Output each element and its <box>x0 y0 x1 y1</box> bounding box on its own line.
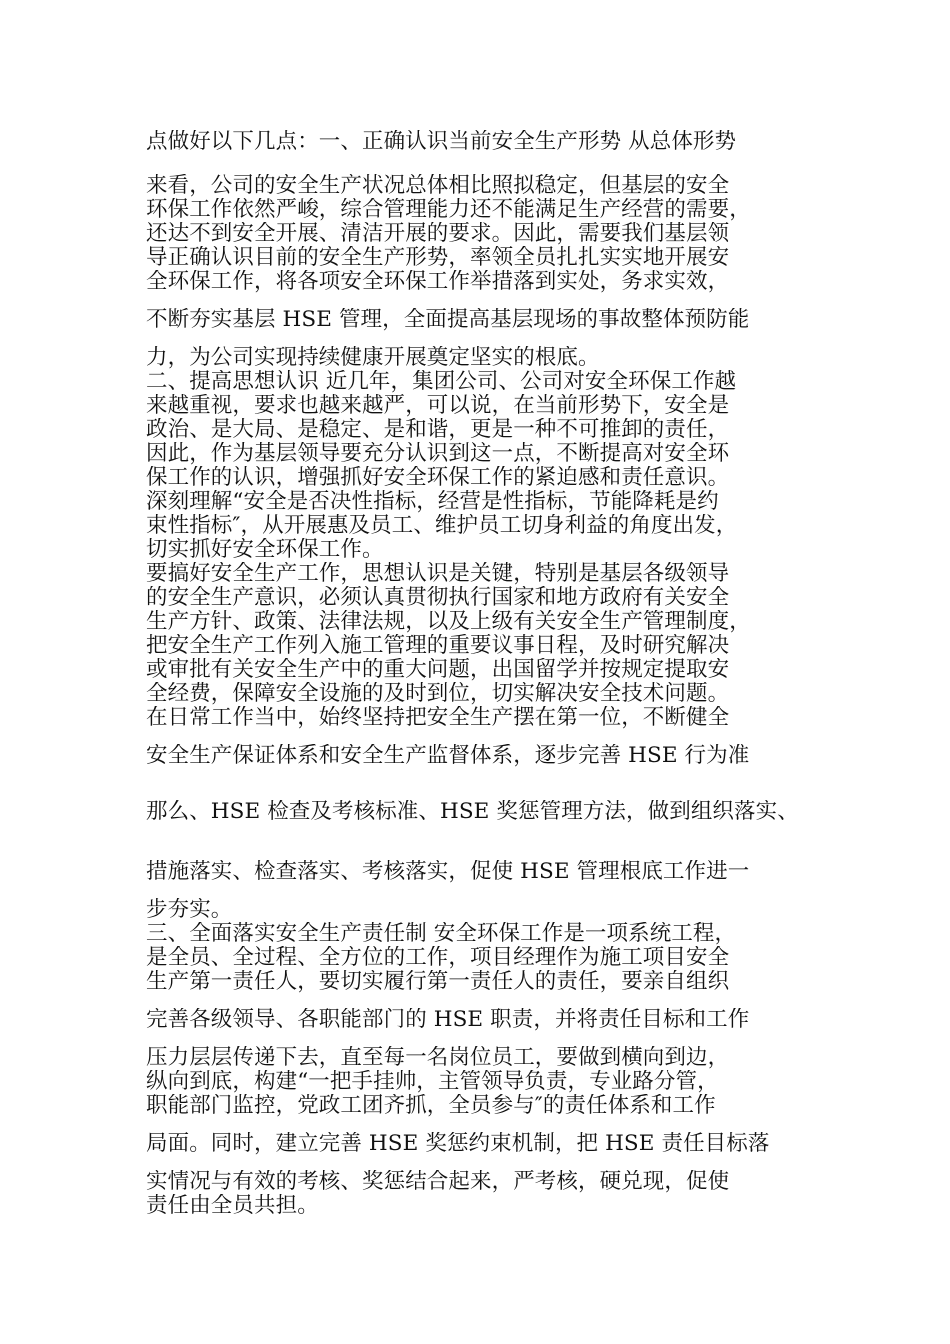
text-line: 点做好以下几点：一、正确认识当前安全生产形势 从总体形势 <box>146 130 737 154</box>
text-line: 措施落实、检查落实、考核落实，促使 HSE 管理根底工作进一 <box>146 860 750 884</box>
text-line: 政治、是大局、是稳定、是和谐，更是一种不可推卸的责任， <box>146 418 730 442</box>
text-line: 二、提高思想认识 近几年，集团公司、公司对安全环保工作越 <box>146 370 737 394</box>
text-line: 那么、HSE 检查及考核标准、HSE 奖惩管理方法，做到组织落实、 <box>146 800 799 824</box>
text-line: 完善各级领导、各职能部门的 HSE 职责，并将责任目标和工作 <box>146 1008 750 1032</box>
text-line: 或审批有关安全生产中的重大问题，出国留学并按规定提取安 <box>146 658 730 682</box>
text-line: 束性指标″，从开展惠及员工、维护员工切身利益的角度出发， <box>146 514 738 538</box>
text-line: 局面。同时，建立完善 HSE 奖惩约束机制，把 HSE 责任目标落 <box>146 1132 770 1156</box>
text-line: 来看，公司的安全生产状况总体相比照拟稳定，但基层的安全 <box>146 174 730 198</box>
text-line: 实情况与有效的考核、奖惩结合起来，严考核，硬兑现，促使 <box>146 1170 730 1194</box>
text-line: 力，为公司实现持续健康开展奠定坚实的根底。 <box>146 346 600 370</box>
text-line: 步夯实。 <box>146 898 233 922</box>
text-line: 纵向到底，构建“一把手挂帅，主管领导负责，专业路分管， <box>146 1070 719 1094</box>
text-line: 生产第一责任人，要切实履行第一责任人的责任，要亲自组织 <box>146 970 730 994</box>
text-line: 还达不到安全开展、清洁开展的要求。因此，需要我们基层领 <box>146 222 730 246</box>
text-line: 因此，作为基层领导要充分认识到这一点，不断提高对安全环 <box>146 442 730 466</box>
text-line: 导正确认识目前的安全生产形势，率领全员扎扎实实地开展安 <box>146 246 730 270</box>
text-line: 来越重视，要求也越来越严，可以说，在当前形势下，安全是 <box>146 394 730 418</box>
text-line: 把安全生产工作列入施工管理的重要议事日程，及时研究解决 <box>146 634 730 658</box>
text-line: 全环保工作，将各项安全环保工作举措落到实处，务求实效， <box>146 270 730 294</box>
text-line: 职能部门监控，党政工团齐抓，全员参与″的责任体系和工作 <box>146 1094 716 1118</box>
document-body <box>146 130 808 1218</box>
text-line: 是全员、全过程、全方位的工作，项目经理作为施工项目安全 <box>146 946 730 970</box>
text-line: 生产方针、政策、法律法规，以及上级有关安全生产管理制度， <box>146 610 751 634</box>
text-line: 的安全生产意识，必须认真贯彻执行国家和地方政府有关安全 <box>146 586 730 610</box>
text-line: 三、全面落实安全生产责任制 安全环保工作是一项系统工程， <box>146 922 737 946</box>
text-line: 全经费，保障安全设施的及时到位，切实解决安全技术问题。 <box>146 682 730 706</box>
text-line: 要搞好安全生产工作，思想认识是关键，特别是基层各级领导 <box>146 562 730 586</box>
text-line: 切实抓好安全环保工作。 <box>146 538 384 562</box>
text-line: 在日常工作当中，始终坚持把安全生产摆在第一位，不断健全 <box>146 706 730 730</box>
text-line: 环保工作依然严峻，综合管理能力还不能满足生产经营的需要， <box>146 198 751 222</box>
text-line: 不断夯实基层 HSE 管理，全面提高基层现场的事故整体预防能 <box>146 308 750 332</box>
text-line: 责任由全员共担。 <box>146 1194 319 1218</box>
text-line: 保工作的认识，增强抓好安全环保工作的紧迫感和责任意识。 <box>146 466 730 490</box>
text-line: 压力层层传递下去，直至每一名岗位员工，要做到横向到边， <box>146 1046 730 1070</box>
text-line: 深刻理解“安全是否决性指标，经营是性指标，节能降耗是约 <box>146 490 719 514</box>
text-line: 安全生产保证体系和安全生产监督体系，逐步完善 HSE 行为准 <box>146 744 750 768</box>
